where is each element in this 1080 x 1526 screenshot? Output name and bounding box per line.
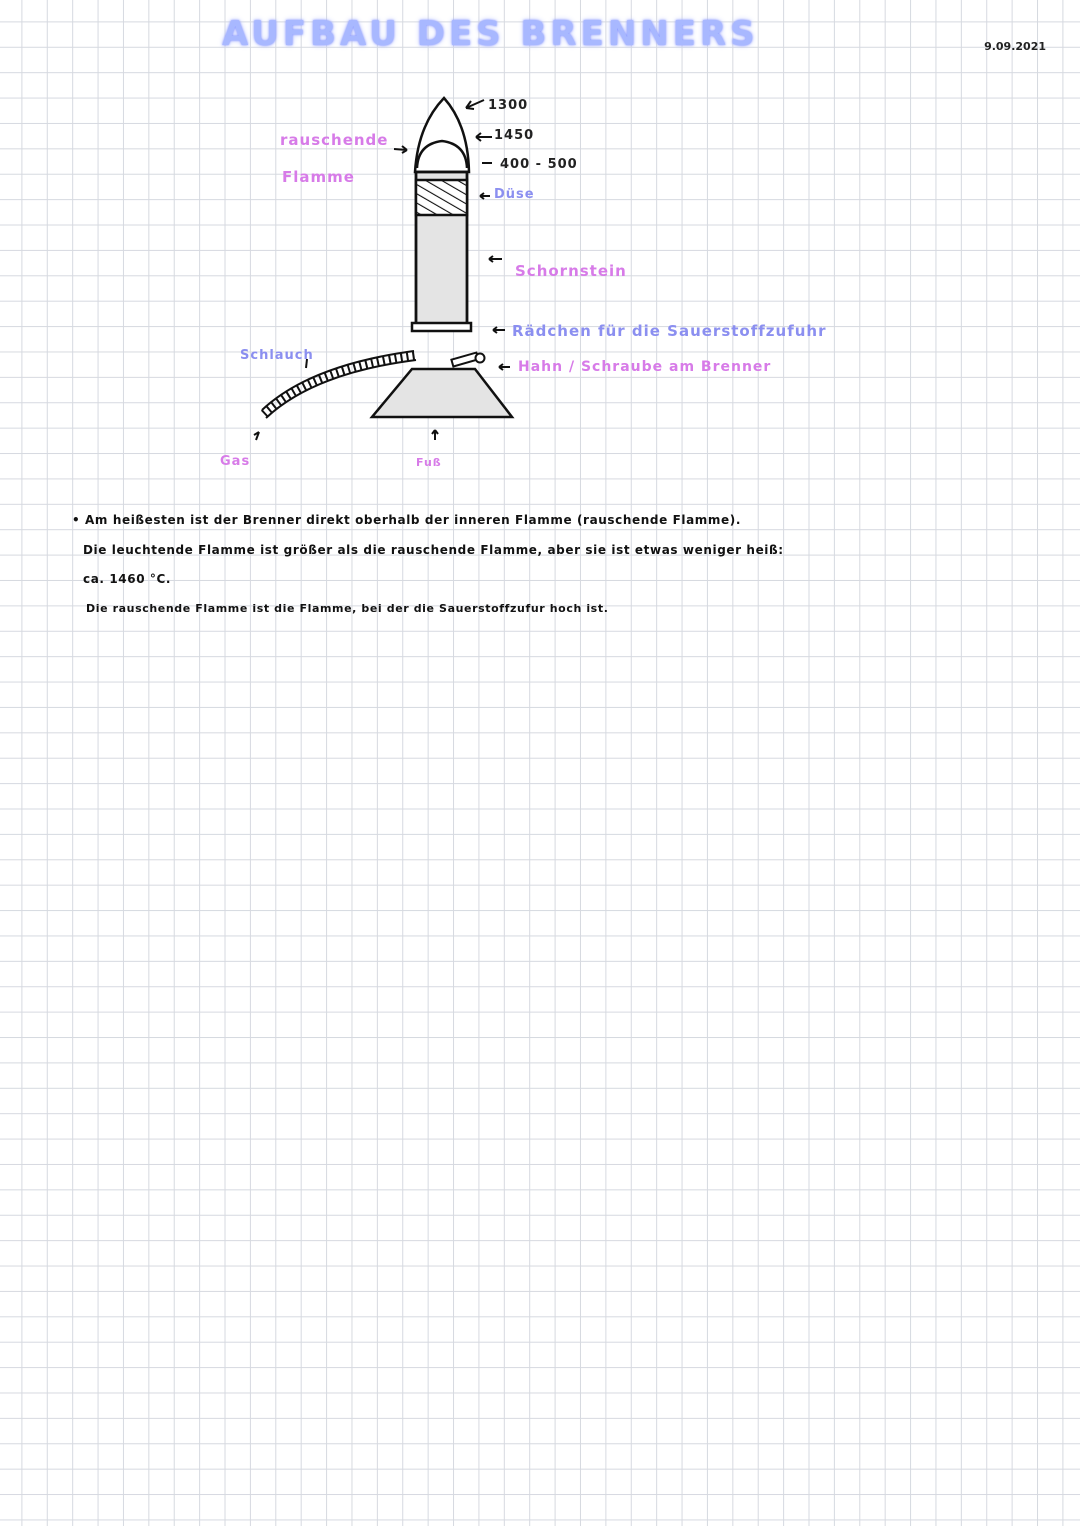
label-gas: Gas [220,454,251,469]
label-rauschende: rauschende [280,131,389,149]
label-temp-400-500: 400 - 500 [500,157,578,172]
date: 9.09.2021 [984,40,1046,53]
nozzle-hatch [416,180,467,215]
label-duese: Düse [494,187,535,202]
label-flamme: Flamme [282,168,355,186]
label-schlauch: Schlauch [240,348,314,363]
label-fuss: Fuß [416,456,442,469]
label-hahn: Hahn / Schraube am Brenner [518,359,772,375]
valve-screw [451,353,478,367]
label-schornstein: Schornstein [515,262,627,280]
note-line-2: Die leuchtende Flamme ist größer als die rauschende Flamme, aber sie ist etwas weniger heiß: [83,543,784,557]
valve-knob [476,354,485,363]
chimney-ring [412,323,471,331]
label-temp-1450: 1450 [494,128,535,143]
page-title: AUFBAU DES BRENNERS [222,14,759,54]
note-line-3: ca. 1460 °C. [83,572,172,586]
outer-flame [415,98,469,172]
note-line-1: • Am heißesten ist der Brenner direkt oberhalb der inneren Flamme (rauschende Flamme). [72,513,742,527]
note-line-4: Die rauschende Flamme ist die Flamme, bei der die Sauerstoffzufur hoch ist. [86,602,609,615]
burner-diagram [0,0,1080,500]
label-temp-1300: 1300 [488,98,529,113]
foot [372,369,512,417]
label-raedchen: Rädchen für die Sauerstoffzufuhr [512,322,827,340]
